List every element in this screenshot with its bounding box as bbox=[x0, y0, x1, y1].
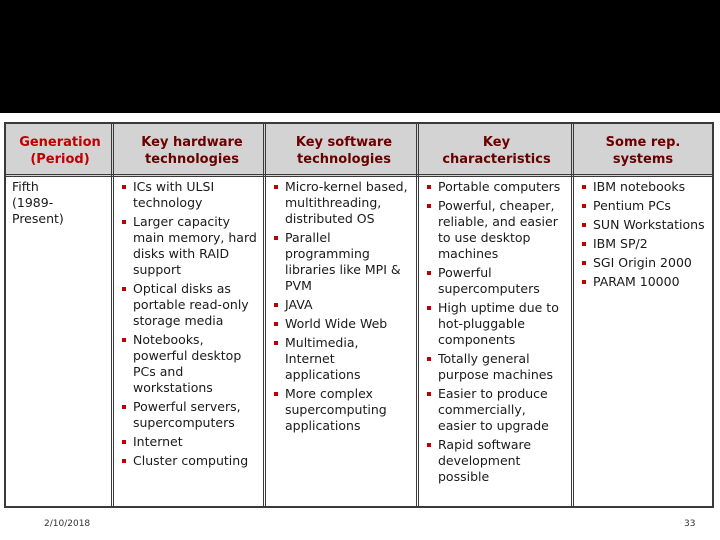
bullet-item: IBM notebooks bbox=[581, 179, 706, 195]
header-characteristics: Key characteristics bbox=[442, 134, 551, 167]
header-hardware: Key hardware technologies bbox=[141, 134, 243, 167]
bullet-item: Cluster computing bbox=[121, 453, 257, 469]
bullet-item: Multimedia, Internet applications bbox=[273, 335, 410, 383]
bullet-item: JAVA bbox=[273, 297, 410, 313]
header-software: Key software technologies bbox=[295, 134, 393, 167]
bullet-item: Powerful servers, supercomputers bbox=[121, 399, 257, 431]
hardware-list bbox=[121, 179, 257, 469]
bullet-item: More complex supercomputing applications bbox=[273, 386, 410, 434]
cell-hardware bbox=[115, 179, 263, 472]
bullet-item: SUN Workstations bbox=[581, 217, 706, 233]
bullet-item: Rapid software development possible bbox=[426, 437, 565, 485]
bullet-item: Powerful supercomputers bbox=[426, 265, 565, 297]
cell-systems bbox=[575, 179, 712, 293]
systems-list bbox=[581, 179, 706, 290]
column-divider bbox=[263, 124, 266, 506]
bullet-item: IBM SP/2 bbox=[581, 236, 706, 252]
characteristics-list bbox=[426, 179, 565, 485]
header-generation: Generation (Period) bbox=[19, 134, 101, 167]
cell-characteristics bbox=[420, 179, 571, 488]
bullet-item: Powerful, cheaper, reliable, and easier to use desktop machines bbox=[426, 198, 565, 262]
bullet-item: World Wide Web bbox=[273, 316, 410, 332]
bullet-item: Portable computers bbox=[426, 179, 565, 195]
bullet-item: Optical disks as portable read-only storage media bbox=[121, 281, 257, 329]
bullet-item: Parallel programming libraries like MPI & PVM bbox=[273, 230, 410, 294]
bullet-item: PARAM 10000 bbox=[581, 274, 706, 290]
bullet-item: Pentium PCs bbox=[581, 198, 706, 214]
bullet-item: Micro-kernel based, multithreading, distributed OS bbox=[273, 179, 410, 227]
bullet-item: Larger capacity main memory, hard disks with RAID support bbox=[121, 214, 257, 278]
footer-page-number: 33 bbox=[684, 519, 696, 529]
column-divider bbox=[416, 124, 419, 506]
column-divider bbox=[571, 124, 574, 506]
bullet-item: High uptime due to hot-pluggable components bbox=[426, 300, 565, 348]
bullet-item: Totally general purpose machines bbox=[426, 351, 565, 383]
slide-title-band bbox=[0, 0, 720, 113]
bullet-item: Internet bbox=[121, 434, 257, 450]
header-systems: Some rep. systems bbox=[605, 134, 681, 167]
bullet-item: ICs with ULSI technology bbox=[121, 179, 257, 211]
bullet-item: Notebooks, powerful desktop PCs and workstations bbox=[121, 332, 257, 396]
cell-software bbox=[267, 179, 416, 437]
cell-period: Fifth (1989- Present) bbox=[12, 179, 64, 226]
footer-date: 2/10/2018 bbox=[44, 519, 91, 529]
bullet-item: Easier to produce commercially, easier to upgrade bbox=[426, 386, 565, 434]
column-divider bbox=[111, 124, 114, 506]
software-list bbox=[273, 179, 410, 434]
generation-table bbox=[4, 122, 714, 508]
bullet-item: SGI Origin 2000 bbox=[581, 255, 706, 271]
